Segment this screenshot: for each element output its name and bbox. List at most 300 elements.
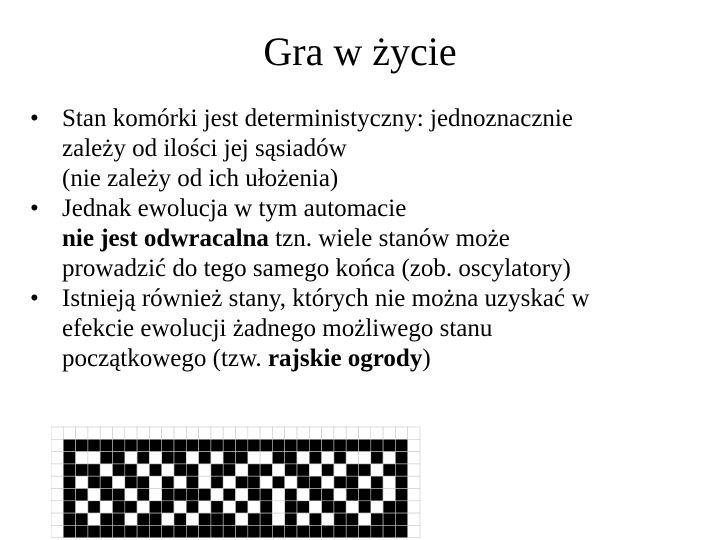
dead-cell [236,489,248,501]
dead-cell [383,476,395,488]
alive-cell [199,525,211,537]
alive-cell [322,525,334,537]
dead-cell [88,489,100,501]
alive-cell [174,525,186,537]
alive-cell [63,452,75,464]
dead-cell [383,427,395,439]
dead-cell [272,513,284,525]
dead-cell [223,501,235,513]
dead-cell [359,513,371,525]
dead-cell [334,489,346,501]
alive-cell [346,489,358,501]
alive-cell [260,501,272,513]
alive-cell [322,489,334,501]
dead-cell [297,452,309,464]
alive-cell [63,501,75,513]
dead-cell [137,501,149,513]
dead-cell [137,427,149,439]
alive-cell [248,525,260,537]
alive-cell [223,452,235,464]
dead-cell [125,427,137,439]
alive-cell [285,439,297,451]
dead-cell [51,464,63,476]
alive-cell [383,439,395,451]
alive-cell [236,452,248,464]
dead-cell [76,476,88,488]
alive-cell [223,439,235,451]
dead-cell [88,427,100,439]
alive-cell [199,513,211,525]
alive-cell [272,476,284,488]
dead-cell [383,452,395,464]
bullet-text: ) [422,345,431,372]
alive-cell [260,513,272,525]
bullet-text: tzn. wiele stanów może [268,225,510,252]
alive-cell [260,525,272,537]
alive-cell [334,513,346,525]
alive-cell [100,525,112,537]
alive-cell [125,476,137,488]
alive-cell [297,439,309,451]
dead-cell [211,452,223,464]
bullet-text: początkowego (tzw. [62,345,268,372]
alive-cell [199,489,211,501]
dead-cell [125,489,137,501]
dead-cell [199,501,211,513]
dead-cell [260,476,272,488]
dead-cell [149,489,161,501]
alive-cell [174,513,186,525]
alive-cell [248,439,260,451]
alive-cell [322,464,334,476]
alive-cell [236,476,248,488]
dead-cell [211,489,223,501]
alive-cell [371,452,383,464]
alive-cell [88,476,100,488]
bullet-text: zależy od ilości jej sąsiadów [62,135,347,162]
alive-cell [322,439,334,451]
alive-cell [211,525,223,537]
alive-cell [285,501,297,513]
dead-cell [346,452,358,464]
alive-cell [149,513,161,525]
alive-cell [297,464,309,476]
alive-cell [395,476,407,488]
dead-cell [272,489,284,501]
alive-cell [346,464,358,476]
bullet-text: Jednak ewolucja w tym automacie [62,195,407,222]
dead-cell [309,501,321,513]
dead-cell [408,427,420,439]
alive-cell [211,464,223,476]
dead-cell [63,427,75,439]
dead-cell [297,489,309,501]
alive-cell [359,501,371,513]
dead-cell [260,427,272,439]
alive-cell [236,525,248,537]
alive-cell [371,513,383,525]
alive-cell [125,439,137,451]
alive-cell [383,513,395,525]
dead-cell [297,513,309,525]
alive-cell [174,439,186,451]
dead-cell [248,501,260,513]
bullet-line [62,104,710,134]
alive-cell [186,476,198,488]
dead-cell [51,513,63,525]
bullet-item [30,284,710,374]
alive-cell [100,439,112,451]
dead-cell [236,427,248,439]
alive-cell [76,513,88,525]
dead-cell [113,476,125,488]
alive-cell [113,452,125,464]
dead-cell [408,513,420,525]
bullet-line [62,164,710,194]
dead-cell [346,501,358,513]
alive-cell [223,464,235,476]
alive-cell [88,501,100,513]
dead-cell [272,464,284,476]
alive-cell [100,489,112,501]
alive-cell [371,525,383,537]
alive-cell [346,439,358,451]
alive-cell [211,476,223,488]
dead-cell [199,427,211,439]
alive-cell [63,489,75,501]
alive-cell [260,464,272,476]
alive-cell [162,439,174,451]
alive-cell [174,464,186,476]
bullet-list [30,104,710,374]
alive-cell [297,525,309,537]
alive-cell [346,513,358,525]
alive-cell [272,525,284,537]
dead-cell [322,452,334,464]
slide-title: Gra w życie [263,29,457,74]
alive-cell [309,489,321,501]
alive-cell [383,464,395,476]
dead-cell [223,476,235,488]
dead-cell [162,464,174,476]
dead-cell [76,501,88,513]
alive-cell [309,452,321,464]
dead-cell [149,427,161,439]
alive-cell [211,439,223,451]
alive-cell [100,513,112,525]
dead-cell [174,476,186,488]
alive-cell [63,513,75,525]
alive-cell [63,439,75,451]
alive-cell [63,525,75,537]
dead-cell [408,439,420,451]
alive-cell [334,501,346,513]
dead-cell [223,427,235,439]
alive-cell [162,525,174,537]
alive-cell [371,439,383,451]
alive-cell [297,476,309,488]
alive-cell [383,501,395,513]
dead-cell [88,513,100,525]
alive-cell [359,489,371,501]
bullet-text: Istnieją również stany, których nie można uzyskać w [62,285,590,312]
alive-cell [395,489,407,501]
alive-cell [285,452,297,464]
dead-cell [383,489,395,501]
alive-cell [100,452,112,464]
dead-cell [272,427,284,439]
bullet-item [30,104,710,194]
alive-cell [248,489,260,501]
bullet-dot-icon: • [30,285,39,312]
dead-cell [408,501,420,513]
dead-cell [285,476,297,488]
dead-cell [248,452,260,464]
alive-cell [186,439,198,451]
dead-cell [51,476,63,488]
alive-cell [149,525,161,537]
alive-cell [162,476,174,488]
dead-cell [359,427,371,439]
alive-cell [395,464,407,476]
bullet-line [62,134,710,164]
alive-cell [199,439,211,451]
alive-cell [285,464,297,476]
alive-cell [223,525,235,537]
alive-cell [113,489,125,501]
dead-cell [100,501,112,513]
dead-cell [125,513,137,525]
alive-cell [174,452,186,464]
garden-of-eden-pattern [51,423,423,540]
alive-cell [285,513,297,525]
alive-cell [309,476,321,488]
alive-cell [149,464,161,476]
alive-cell [174,489,186,501]
dead-cell [51,501,63,513]
alive-cell [309,439,321,451]
bullet-dot-icon: • [30,195,39,222]
alive-cell [309,513,321,525]
dead-cell [100,427,112,439]
dead-cell [408,489,420,501]
alive-cell [236,501,248,513]
dead-cell [408,525,420,537]
dead-cell [174,427,186,439]
alive-cell [395,439,407,451]
alive-cell [211,513,223,525]
alive-cell [63,464,75,476]
alive-cell [137,476,149,488]
alive-cell [113,513,125,525]
bullet-dot-icon: • [30,105,39,132]
dead-cell [162,513,174,525]
alive-cell [383,525,395,537]
alive-cell [395,513,407,525]
dead-cell [371,464,383,476]
alive-cell [162,489,174,501]
bullet-line [62,284,710,314]
dead-cell [322,476,334,488]
dead-cell [51,489,63,501]
alive-cell [248,464,260,476]
dead-cell [346,427,358,439]
alive-cell [88,464,100,476]
dead-cell [51,439,63,451]
alive-cell [260,489,272,501]
alive-cell [395,525,407,537]
alive-cell [137,513,149,525]
dead-cell [51,525,63,537]
alive-cell [100,476,112,488]
alive-cell [113,464,125,476]
alive-cell [149,501,161,513]
alive-cell [125,464,137,476]
dead-cell [359,476,371,488]
alive-cell [186,464,198,476]
alive-cell [334,525,346,537]
dead-cell [309,464,321,476]
alive-cell [223,489,235,501]
alive-cell [359,464,371,476]
dead-cell [186,452,198,464]
alive-cell [76,439,88,451]
dead-cell [236,464,248,476]
dead-cell [297,427,309,439]
alive-cell [346,476,358,488]
dead-cell [51,427,63,439]
dead-cell [199,464,211,476]
alive-cell [285,525,297,537]
bullet-text: efekcie ewolucji żadnego możliwego stanu [62,315,493,342]
dead-cell [395,427,407,439]
alive-cell [137,439,149,451]
alive-cell [371,476,383,488]
dead-cell [137,464,149,476]
dead-cell [76,427,88,439]
dead-cell [334,427,346,439]
bullet-line [62,224,710,254]
alive-cell [309,525,321,537]
alive-cell [125,525,137,537]
alive-cell [248,513,260,525]
dead-cell [408,476,420,488]
alive-cell [223,513,235,525]
alive-cell [211,501,223,513]
alive-cell [334,476,346,488]
dead-cell [125,452,137,464]
alive-cell [359,439,371,451]
dead-cell [371,427,383,439]
alive-cell [395,452,407,464]
dead-cell [51,452,63,464]
dead-cell [309,427,321,439]
alive-cell [137,489,149,501]
alive-cell [113,439,125,451]
alive-cell [248,476,260,488]
bold-term: rajskie ogrody [267,345,423,372]
dead-cell [162,427,174,439]
bullet-item [30,194,710,284]
alive-cell [272,439,284,451]
dead-cell [322,427,334,439]
dead-cell [272,501,284,513]
dead-cell [186,513,198,525]
alive-cell [272,452,284,464]
alive-cell [88,525,100,537]
bullet-text: (nie zależy od ich ułożenia) [62,165,339,192]
alive-cell [76,525,88,537]
dead-cell [88,452,100,464]
alive-cell [186,525,198,537]
bullet-line [62,314,710,344]
alive-cell [63,476,75,488]
dead-cell [248,427,260,439]
life-grid [51,423,423,540]
bullet-line [62,344,710,374]
alive-cell [162,501,174,513]
dead-cell [100,464,112,476]
bullet-text: prowadzić do tego samego końca (zob. oscylatory) [62,255,571,282]
alive-cell [334,452,346,464]
alive-cell [76,489,88,501]
dead-cell [186,427,198,439]
bullet-text: Stan komórki jest deterministyczny: jednoznacznie [62,105,573,132]
alive-cell [162,452,174,464]
alive-cell [186,501,198,513]
dead-cell [408,452,420,464]
alive-cell [395,501,407,513]
dead-cell [236,513,248,525]
dead-cell [149,452,161,464]
bullet-line [62,254,710,284]
dead-cell [408,464,420,476]
alive-cell [186,489,198,501]
alive-cell [199,452,211,464]
alive-cell [285,489,297,501]
alive-cell [346,525,358,537]
alive-cell [113,501,125,513]
dead-cell [199,476,211,488]
dead-cell [285,427,297,439]
alive-cell [334,439,346,451]
bullet-line [62,194,710,224]
alive-cell [137,452,149,464]
dead-cell [149,476,161,488]
dead-cell [359,452,371,464]
alive-cell [125,501,137,513]
bold-term: nie jest odwracalna [62,225,269,252]
alive-cell [260,439,272,451]
dead-cell [211,427,223,439]
alive-cell [149,439,161,451]
alive-cell [113,525,125,537]
dead-cell [371,501,383,513]
alive-cell [137,525,149,537]
dead-cell [260,452,272,464]
dead-cell [174,501,186,513]
dead-cell [76,452,88,464]
alive-cell [359,525,371,537]
dead-cell [113,427,125,439]
alive-cell [88,439,100,451]
alive-cell [371,489,383,501]
alive-cell [76,464,88,476]
dead-cell [334,464,346,476]
alive-cell [297,501,309,513]
dead-cell [322,513,334,525]
alive-cell [236,439,248,451]
